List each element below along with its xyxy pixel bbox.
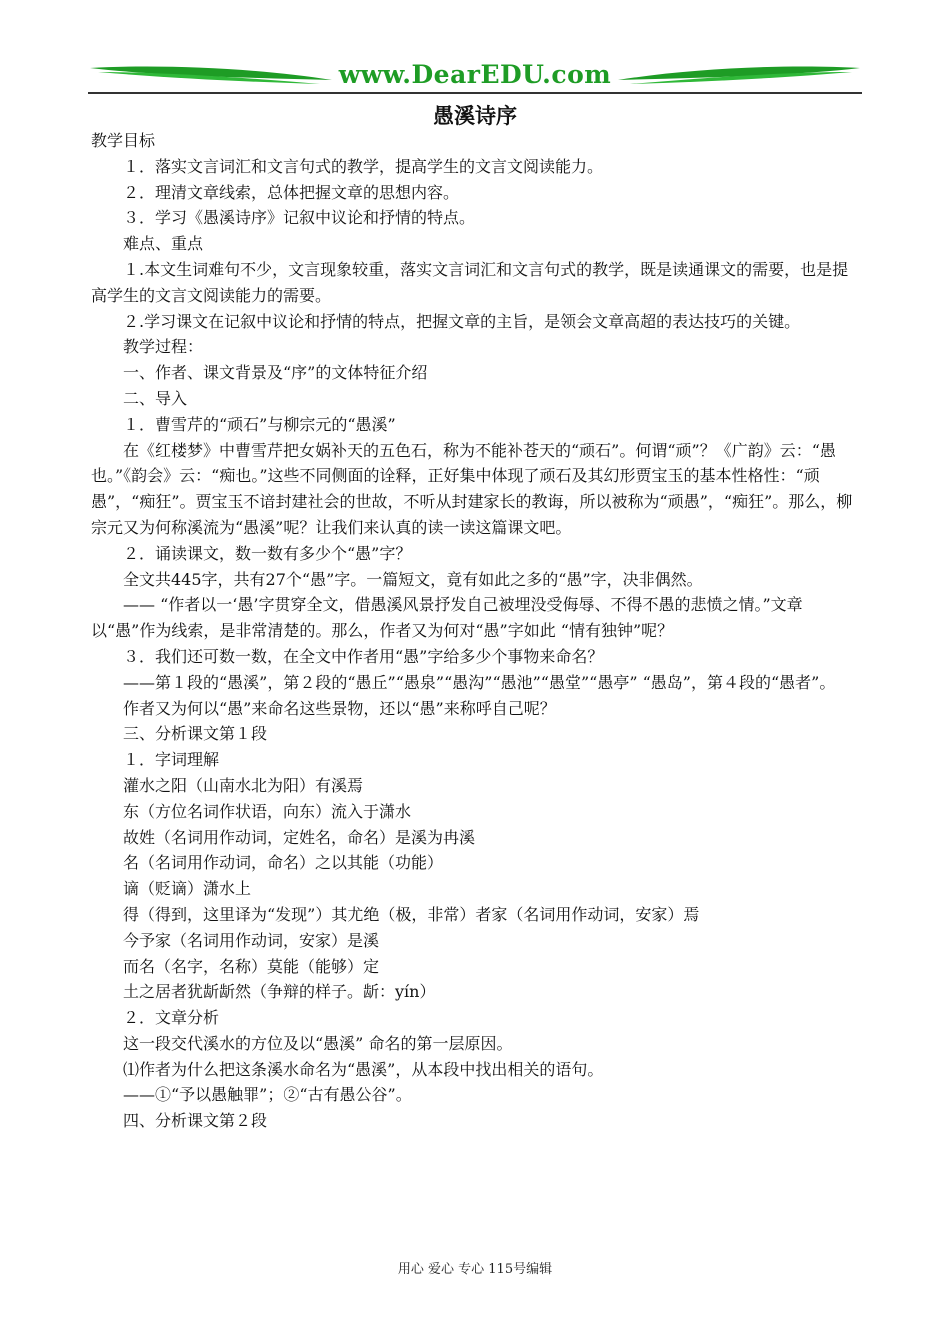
body-paragraph: 东（方位名词作状语，向东）流入于潇水 [123, 801, 412, 821]
body-paragraph: 四、分析课文第２段 [123, 1111, 268, 1131]
body-paragraph: 一、作者、课文背景及“序”的文体特征介绍 [123, 363, 428, 383]
body-paragraph: ——第１段的“愚溪”，第２段的“愚丘”“愚泉”“愚沟”“愚池”“愚堂”“愚亭” “愚岛”，第４段的“愚者”。 [123, 672, 836, 692]
header-divider [88, 92, 862, 94]
document-title: 愚溪诗序 [433, 103, 517, 128]
document-body [91, 128, 861, 1134]
body-paragraph: 二、导入 [123, 388, 188, 408]
body-paragraph: １．曹雪芹的“顽石”与柳宗元的“愚溪” [123, 414, 396, 434]
body-paragraph: 教学目标 [91, 131, 156, 150]
body-paragraph: ３．我们还可数一数，在全文中作者用“愚”字给多少个事物来命名？ [123, 646, 604, 666]
body-paragraph: 作者又为何以“愚”来命名这些景物，还以“愚”来称呼自己呢？ [123, 698, 556, 718]
body-paragraph: 故姓（名词用作动词，定姓名，命名）是溪为冉溪 [123, 827, 476, 847]
body-paragraph: 今予家（名词用作动词，安家）是溪 [123, 930, 380, 950]
body-paragraph: —— “作者以一‘愚’字贯穿全文，借愚溪风景抒发自己被埋没受侮辱、不得不愚的悲愤之情。”文章以“愚”作为线索，是非常清楚的。那么，作者又为何对“愚”字如此 “情有独钟”呢？ [91, 595, 803, 641]
body-paragraph: １.本文生词难句不少，文言现象较重，落实文言词汇和文言句式的教学，既是读通课文的需要，也是提高学生的文言文阅读能力的需要。 [91, 259, 849, 305]
body-paragraph: ——①“予以愚触罪”；②“古有愚公谷”。 [123, 1085, 412, 1105]
body-paragraph: 土之居者犹龂龂然（争辩的样子。龂：yín） [123, 982, 436, 1002]
body-paragraph: 得（得到，这里译为“发现”）其尤绝（极，非常）者家（名词用作动词，安家）焉 [123, 904, 700, 924]
body-paragraph: ３．学习《愚溪诗序》记叙中议论和抒情的特点。 [123, 208, 476, 228]
body-paragraph: 名（名词用作动词，命名）之以其能（功能） [123, 853, 444, 873]
body-paragraph: ⑴作者为什么把这条溪水命名为“愚溪”，从本段中找出相关的语句。 [123, 1059, 604, 1079]
body-paragraph: 在《红楼梦》中曹雪芹把女娲补天的五色石，称为不能补苍天的“顽石”。何谓“顽”？《广韵》云：“愚也。”《韵会》云：“痴也。”这些不同侧面的诠释，正好集中体现了顽石及其幻形贾宝玉的基本性格性：“顽愚”，“痴狂”。贾宝玉不谙封建社会的世故，不听从封建家长的教诲，所以被称为“顽愚”，“痴狂”。那么，柳宗元又为何称溪流为“愚溪”呢？让我们来认真的读一读这篇课文吧。 [91, 440, 853, 537]
body-paragraph: 三、分析课文第１段 [123, 724, 268, 744]
body-paragraph: ２．理清文章线索，总体把握文章的思想内容。 [123, 182, 460, 202]
body-paragraph: 全文共445字，共有27个“愚”字。一篇短文，竟有如此之多的“愚”字，决非偶然。 [123, 569, 703, 589]
body-paragraph: １．字词理解 [123, 750, 220, 770]
body-paragraph: 谪（贬谪）潇水上 [123, 879, 252, 899]
body-paragraph: 灌水之阳（山南水北为阳）有溪焉 [123, 775, 364, 795]
site-logo: www.DearEDU.com [338, 60, 612, 89]
body-paragraph: 教学过程： [123, 337, 204, 357]
body-paragraph: １．落实文言词汇和文言句式的教学，提高学生的文言文阅读能力。 [123, 156, 604, 176]
body-paragraph: ２．诵读课文，数一数有多少个“愚”字？ [123, 543, 412, 563]
body-paragraph: 而名（名字，名称）莫能（能够）定 [123, 956, 380, 976]
body-paragraph: 这一段交代溪水的方位及以“愚溪” 命名的第一层原因。 [123, 1033, 513, 1053]
page-footer: 用心 爱心 专心 115号编辑 [397, 1262, 553, 1277]
body-paragraph: ２．文章分析 [123, 1008, 220, 1028]
body-paragraph: ２.学习课文在记叙中议论和抒情的特点，把握文章的主旨，是领会文章高超的表达技巧的关键。 [123, 311, 801, 331]
body-paragraph: 难点、重点 [123, 234, 204, 254]
